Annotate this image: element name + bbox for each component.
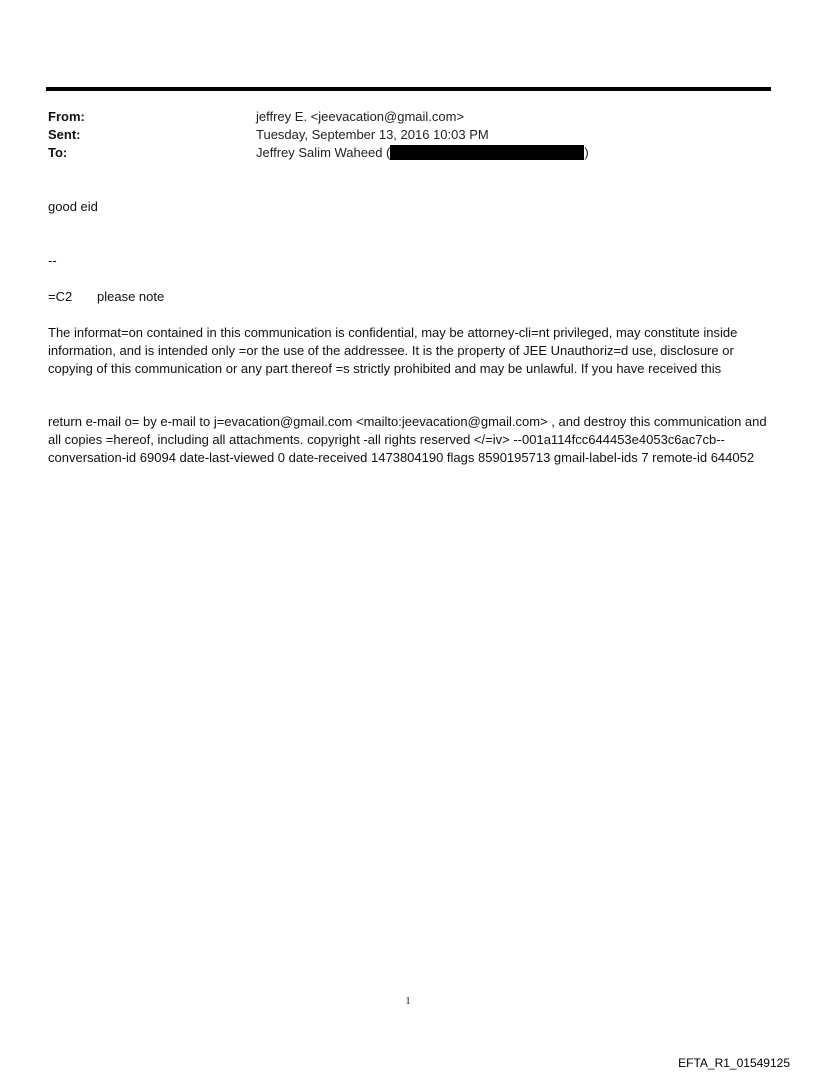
page-number: 1 [405,995,411,1007]
header-divider [46,87,771,91]
redaction-block [390,145,584,160]
sent-row [48,126,768,144]
greeting-text: good eid [48,199,98,214]
to-name: Jeffrey Salim Waheed ( [256,145,391,160]
to-row [48,144,768,162]
note-code: =C2 [48,289,73,304]
bates-number: EFTA_R1_01549125 [678,1056,790,1070]
email-header [48,108,768,162]
sent-label: Sent: [48,127,81,142]
signature-separator: -- [48,253,57,268]
return-instructions: return e-mail o= by e-mail to j=evacation@gmail.com <mailto:jeevacation@gmail.com> , and destroy this communication and all copies =hereof, including all attachments. copyright -all rights reserved </=iv> --001a114fcc644453e4053c6ac7cb-- conversation-id 69094 date-last-viewed 0 date-received 1473804190 flags 8590195713 gmail-label-ids 7 remote-id 644052 [48,414,767,465]
note-line [48,288,768,306]
from-label: From: [48,109,85,124]
from-row [48,108,768,126]
from-value: jeffrey E. <jeevacation@gmail.com> [256,109,465,124]
confidentiality-disclaimer: The informat=on contained in this communication is confidential, may be attorney-cli=nt privileged, may constitute inside information, and is intended only =or the use of the addressee. It is the property of JEE Unauthoriz=d use, disclosure or copying of this communication or any part thereof =s strictly prohibited and may be unlawful. If you have received this [48,325,738,376]
note-text: please note [97,289,165,304]
sent-value: Tuesday, September 13, 2016 10:03 PM [256,127,489,142]
to-label: To: [48,145,68,160]
to-value [256,144,589,162]
to-close-paren: ) [584,145,589,160]
